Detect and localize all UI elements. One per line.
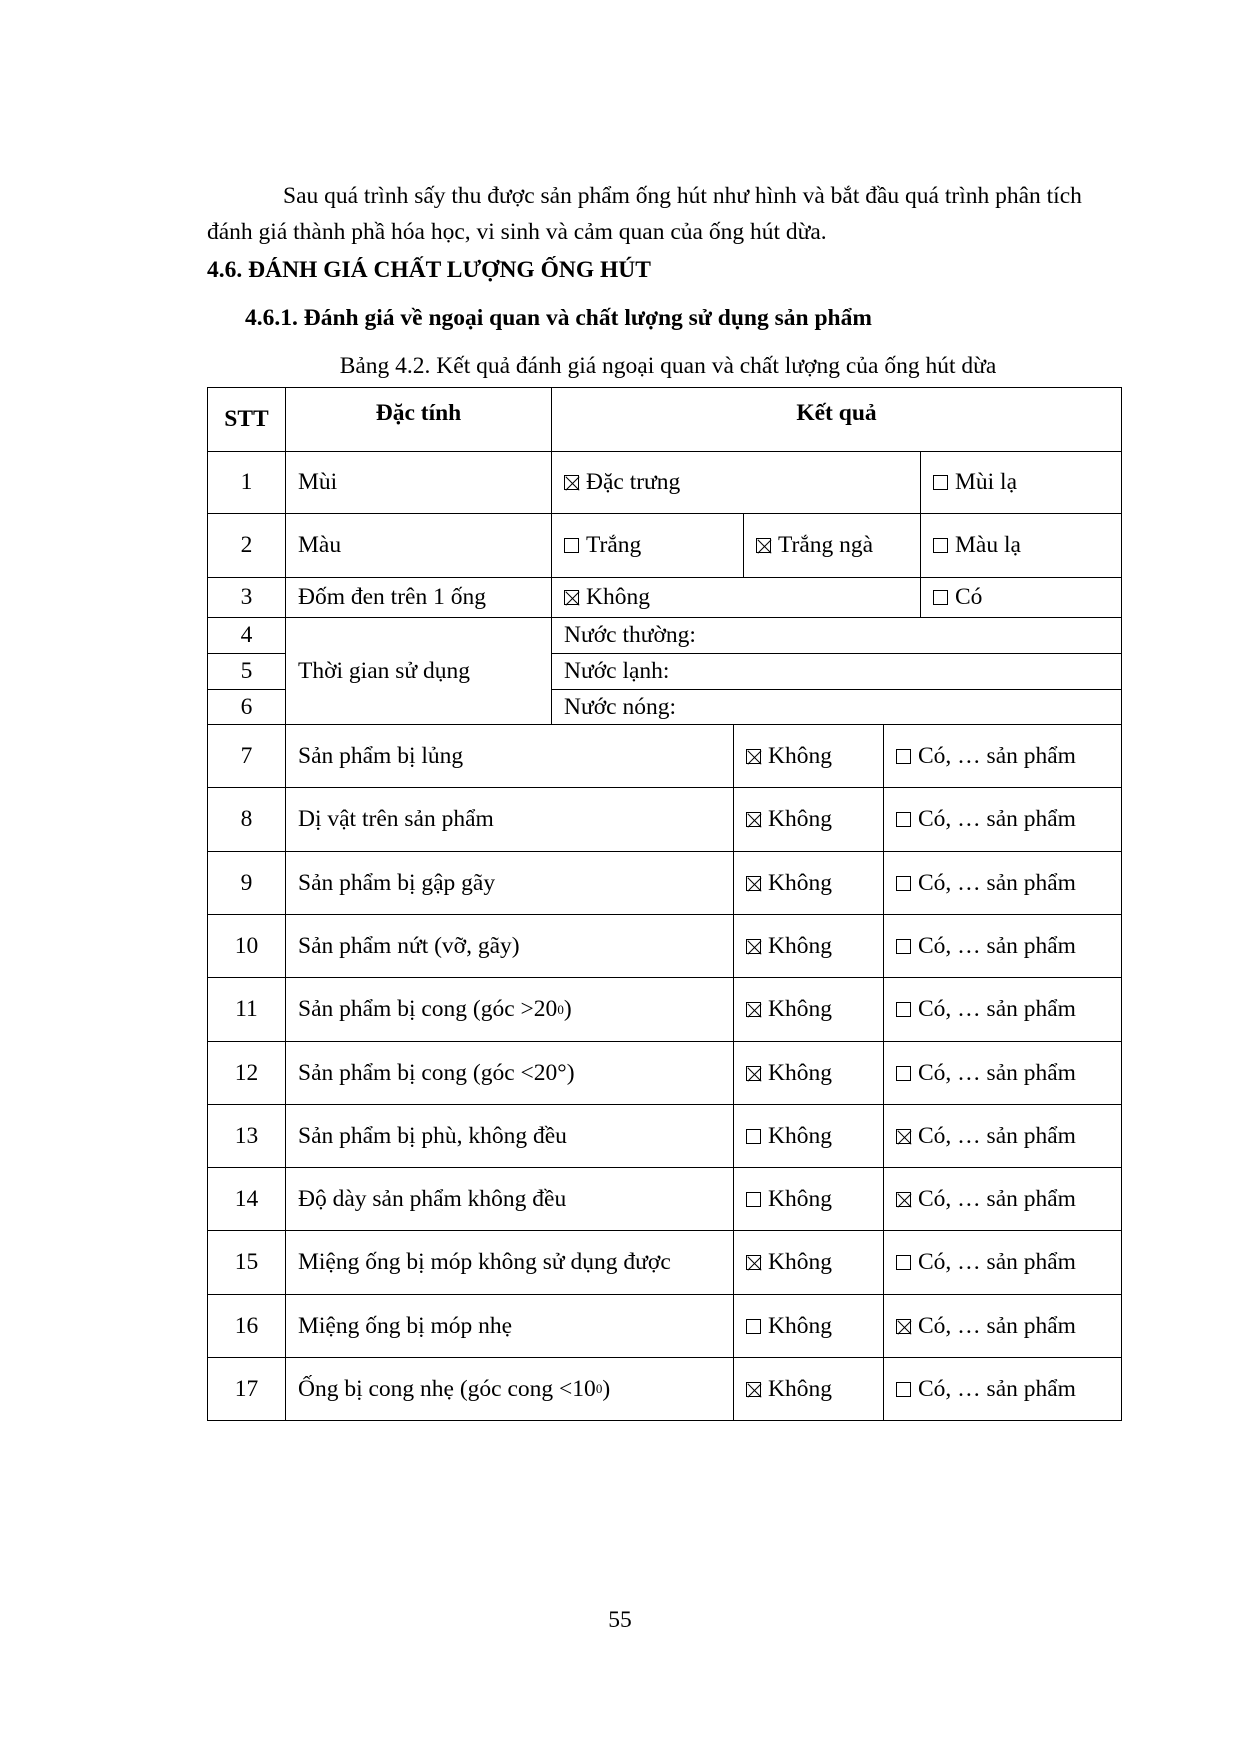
yes-option-cell[interactable]	[883, 977, 1122, 1042]
yes-option-label: Có, … sản phẩm	[918, 1375, 1076, 1402]
yes-option-cell[interactable]	[883, 1357, 1122, 1421]
intro-line-1-text: Sau quá trình sấy thu được sản phẩm ống hút như hình và bắt đầu quá trình phân tích	[283, 183, 1082, 209]
result-option-cell[interactable]	[551, 577, 921, 618]
stt-cell: 3	[207, 577, 286, 618]
checked-box-icon[interactable]	[896, 1192, 911, 1207]
stt-cell: 2	[207, 513, 286, 578]
stt-cell: 7	[207, 724, 286, 788]
usage-time-field[interactable]: Nước nóng:	[551, 689, 1122, 725]
no-option-cell[interactable]	[733, 1167, 884, 1231]
option-label: Màu lạ	[955, 532, 1021, 558]
property-cell	[285, 724, 734, 788]
yes-option-label: Có, … sản phẩm	[918, 1122, 1076, 1149]
property-text: Sản phẩm bị cong (góc >20	[298, 996, 558, 1022]
result-option-cell[interactable]	[920, 577, 1122, 618]
property-cell: Đốm đen trên 1 ống	[285, 577, 552, 618]
no-option-label: Không	[768, 996, 832, 1022]
yes-option-label: Có, … sản phẩm	[918, 996, 1076, 1022]
unchecked-box-icon[interactable]	[896, 1002, 911, 1017]
no-option-cell[interactable]	[733, 1230, 884, 1295]
unchecked-box-icon[interactable]	[896, 939, 911, 954]
header-stt: STT	[207, 387, 286, 452]
no-option-label: Không	[768, 1312, 832, 1339]
stt-cell: 16	[207, 1294, 286, 1358]
checked-box-icon[interactable]	[746, 1255, 761, 1270]
property-text: Sản phẩm nứt (vỡ, gãy)	[298, 932, 520, 959]
option-label: Trắng	[586, 532, 642, 558]
no-option-cell[interactable]	[733, 851, 884, 915]
yes-option-cell[interactable]	[883, 787, 1122, 852]
property-cell: Ống bị cong nhẹ (góc cong <10 0 )	[285, 1357, 734, 1421]
no-option-label: Không	[768, 932, 832, 959]
intro-line-1	[207, 178, 1129, 214]
property-cell	[285, 1041, 734, 1105]
intro-line-2: đánh giá thành phầ hóa học, vi sinh và cảm quan của ống hút dừa.	[207, 219, 827, 245]
yes-option-cell[interactable]	[883, 1167, 1122, 1231]
no-option-cell[interactable]	[733, 977, 884, 1042]
result-option-cell[interactable]	[743, 513, 921, 578]
checked-box-icon[interactable]	[746, 749, 761, 764]
yes-option-cell[interactable]	[883, 1104, 1122, 1168]
no-option-label: Không	[768, 1059, 832, 1086]
stt-cell: 13	[207, 1104, 286, 1168]
option-label: Trắng ngà	[778, 532, 874, 558]
checked-box-icon[interactable]	[896, 1319, 911, 1334]
unchecked-box-icon[interactable]	[896, 749, 911, 764]
table-caption: Bảng 4.2. Kết quả đánh giá ngoại quan và chất lượng của ống hút dừa	[339, 353, 997, 379]
property-cell	[285, 914, 734, 978]
stt-cell: 10	[207, 914, 286, 978]
stt-cell: 11	[207, 977, 286, 1042]
stt-cell: 9	[207, 851, 286, 915]
usage-time-field[interactable]: Nước thường:	[551, 617, 1122, 654]
property-cell	[285, 1230, 734, 1295]
no-option-cell[interactable]	[733, 1357, 884, 1421]
property-text: Ống bị cong nhẹ (góc cong <10	[298, 1375, 596, 1402]
property-cell	[285, 1294, 734, 1358]
no-option-cell[interactable]	[733, 914, 884, 978]
property-cell: Sản phẩm bị cong (góc >20 0 )	[285, 977, 734, 1042]
property-suffix: )	[602, 1375, 611, 1402]
yes-option-label: Có, … sản phẩm	[918, 932, 1076, 959]
stt-cell: 5	[207, 653, 286, 690]
section-heading: 4.6. ĐÁNH GIÁ CHẤT LƯỢNG ỐNG HÚT	[207, 257, 651, 283]
yes-option-cell[interactable]	[883, 724, 1122, 788]
result-option-cell[interactable]	[920, 451, 1122, 514]
property-suffix: )	[563, 996, 572, 1022]
checked-box-icon[interactable]	[564, 590, 579, 605]
property-cell	[285, 851, 734, 915]
yes-option-label: Có, … sản phẩm	[918, 1249, 1076, 1275]
property-text: Sản phẩm bị phù, không đều	[298, 1122, 567, 1149]
stt-cell: 15	[207, 1230, 286, 1295]
no-option-label: Không	[768, 1375, 832, 1402]
unchecked-box-icon[interactable]	[933, 538, 948, 553]
property-cell: Màu	[285, 513, 552, 578]
no-option-cell[interactable]	[733, 724, 884, 788]
checked-box-icon[interactable]	[564, 475, 579, 490]
checked-box-icon[interactable]	[746, 939, 761, 954]
no-option-label: Không	[768, 1185, 832, 1212]
yes-option-cell[interactable]	[883, 851, 1122, 915]
checked-box-icon[interactable]	[746, 1066, 761, 1081]
property-cell-merged: Thời gian sử dụng	[285, 617, 552, 725]
property-text: Độ dày sản phẩm không đều	[298, 1185, 567, 1212]
yes-option-cell[interactable]	[883, 1294, 1122, 1358]
unchecked-box-icon[interactable]	[896, 812, 911, 827]
unchecked-box-icon[interactable]	[564, 538, 579, 553]
property-text: Sản phẩm bị cong (góc <20°)	[298, 1059, 575, 1086]
no-option-label: Không	[768, 806, 832, 832]
header-property: Đặc tính	[285, 387, 552, 452]
yes-option-label: Có, … sản phẩm	[918, 1059, 1076, 1086]
checked-box-icon[interactable]	[746, 876, 761, 891]
no-option-cell[interactable]	[733, 1294, 884, 1358]
subsection-heading: 4.6.1. Đánh giá về ngoại quan và chất lượng sử dụng sản phẩm	[245, 305, 872, 331]
option-label: Có	[955, 584, 983, 610]
no-option-label: Không	[768, 1249, 832, 1275]
result-option-cell[interactable]	[551, 513, 744, 578]
yes-option-label: Có, … sản phẩm	[918, 869, 1076, 896]
unchecked-box-icon[interactable]	[896, 1382, 911, 1397]
no-option-label: Không	[768, 1122, 832, 1149]
property-cell	[285, 1104, 734, 1168]
option-label: Không	[586, 584, 650, 610]
stt-cell: 12	[207, 1041, 286, 1105]
evaluation-table	[207, 387, 1122, 1420]
checked-box-icon[interactable]	[756, 538, 771, 553]
yes-option-cell[interactable]	[883, 914, 1122, 978]
yes-option-label: Có, … sản phẩm	[918, 1312, 1076, 1339]
property-text: Dị vật trên sản phẩm	[298, 806, 494, 832]
yes-option-label: Có, … sản phẩm	[918, 1185, 1076, 1212]
page-number: 55	[608, 1607, 632, 1633]
unchecked-box-icon[interactable]	[896, 1255, 911, 1270]
yes-option-label: Có, … sản phẩm	[918, 806, 1076, 832]
checked-box-icon[interactable]	[896, 1129, 911, 1144]
property-cell: Mùi	[285, 451, 552, 514]
yes-option-label: Có, … sản phẩm	[918, 742, 1076, 769]
stt-cell: 17	[207, 1357, 286, 1421]
result-option-cell[interactable]	[920, 513, 1122, 578]
header-result: Kết quả	[551, 387, 1122, 452]
no-option-label: Không	[768, 869, 832, 896]
no-option-cell[interactable]	[733, 787, 884, 852]
unchecked-box-icon[interactable]	[896, 876, 911, 891]
checked-box-icon[interactable]	[746, 812, 761, 827]
yes-option-cell[interactable]	[883, 1041, 1122, 1105]
stt-cell: 8	[207, 787, 286, 852]
option-label: Mùi lạ	[955, 469, 1018, 495]
unchecked-box-icon[interactable]	[933, 590, 948, 605]
property-text: Sản phẩm bị lủng	[298, 742, 464, 769]
property-text: Sản phẩm bị gập gãy	[298, 869, 496, 896]
unchecked-box-icon[interactable]	[933, 475, 948, 490]
stt-cell: 6	[207, 689, 286, 725]
no-option-label: Không	[768, 742, 832, 769]
unchecked-box-icon[interactable]	[746, 1192, 761, 1207]
intro-paragraph	[207, 178, 1129, 250]
stt-cell: 1	[207, 451, 286, 514]
property-text: Miệng ống bị móp nhẹ	[298, 1312, 513, 1339]
property-cell	[285, 1167, 734, 1231]
checked-box-icon[interactable]	[746, 1002, 761, 1017]
stt-cell: 4	[207, 617, 286, 654]
usage-time-field[interactable]: Nước lạnh:	[551, 653, 1122, 690]
unchecked-box-icon[interactable]	[746, 1129, 761, 1144]
option-label: Đặc trưng	[586, 469, 681, 495]
result-option-cell[interactable]	[551, 451, 921, 514]
stt-cell: 14	[207, 1167, 286, 1231]
no-option-cell[interactable]	[733, 1041, 884, 1105]
unchecked-box-icon[interactable]	[746, 1319, 761, 1334]
no-option-cell[interactable]	[733, 1104, 884, 1168]
unchecked-box-icon[interactable]	[896, 1066, 911, 1081]
checked-box-icon[interactable]	[746, 1382, 761, 1397]
property-cell	[285, 787, 734, 852]
property-text: Miệng ống bị móp không sử dụng được	[298, 1249, 671, 1275]
yes-option-cell[interactable]	[883, 1230, 1122, 1295]
